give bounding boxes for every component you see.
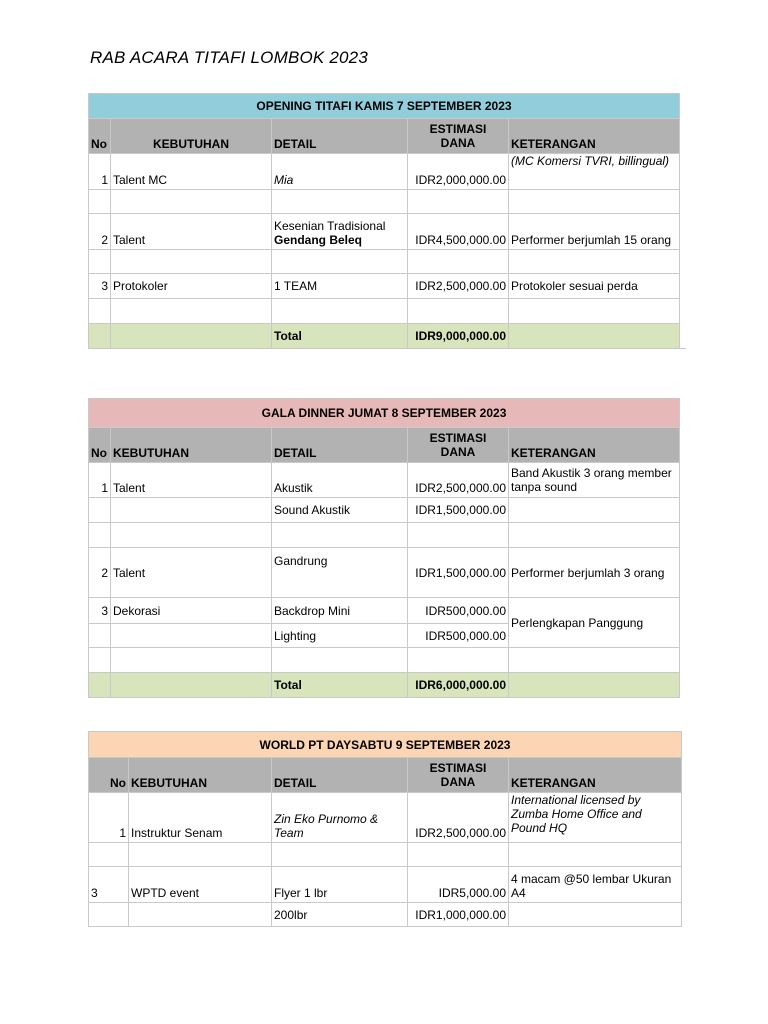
row-keterangan: Perlengkapan Panggung — [509, 598, 680, 648]
row-dana: IDR2,500,000.00 — [408, 463, 509, 498]
table-row — [89, 648, 680, 673]
header-estimasi-dana: ESTIMASI DANA — [408, 428, 509, 463]
row-dana: IDR1,500,000.00 — [408, 548, 509, 598]
row-no: 2 — [89, 214, 111, 250]
row-detail: Sound Akustik — [272, 498, 408, 523]
row-kebutuhan: Dekorasi — [111, 598, 272, 624]
total-amount: IDR9,000,000.00 — [408, 324, 509, 349]
row-kebutuhan: WPTD event — [129, 867, 272, 903]
total-label: Total — [272, 673, 408, 698]
header-estimasi-dana: ESTIMASI DANA — [408, 119, 509, 154]
row-no: 1 — [89, 154, 111, 190]
row-no: 1 — [89, 463, 111, 498]
header-detail: DETAIL — [272, 428, 408, 463]
header-kebutuhan: KEBUTUHAN — [111, 428, 272, 463]
row-dana: IDR1,000,000.00 — [408, 903, 509, 927]
row-dana: IDR2,500,000.00 — [408, 793, 509, 843]
table-row — [89, 214, 680, 250]
opening-budget-table — [88, 93, 680, 349]
total-row — [89, 324, 680, 349]
total-label: Total — [272, 324, 408, 349]
table-row — [89, 190, 680, 214]
header-detail: DETAIL — [272, 758, 408, 793]
table-row — [89, 867, 682, 903]
row-dana: IDR2,000,000.00 — [408, 154, 509, 190]
row-keterangan: Performer berjumlah 15 orang — [509, 214, 680, 250]
section-title: GALA DINNER JUMAT 8 SEPTEMBER 2023 — [89, 399, 680, 428]
total-row — [89, 673, 680, 698]
table-row — [89, 498, 680, 523]
header-estimasi-dana: ESTIMASI DANA — [408, 758, 509, 793]
table-row — [89, 463, 680, 498]
row-detail: Kesenian Tradisional Gendang Beleq — [272, 214, 408, 250]
row-kebutuhan: Instruktur Senam — [129, 793, 272, 843]
row-kebutuhan: Talent — [111, 548, 272, 598]
row-dana: IDR1,500,000.00 — [408, 498, 509, 523]
total-amount: IDR6,000,000.00 — [408, 673, 509, 698]
table-row — [89, 598, 680, 624]
row-no: 1 — [89, 793, 129, 843]
row-dana: IDR500,000.00 — [408, 624, 509, 648]
row-detail: Akustik — [272, 463, 408, 498]
header-detail: DETAIL — [272, 119, 408, 154]
table-row — [89, 523, 680, 548]
row-kebutuhan: Talent MC — [111, 154, 272, 190]
row-keterangan: Protokoler sesuai perda — [509, 274, 680, 299]
row-detail: Mia — [272, 154, 408, 190]
section-title: OPENING TITAFI KAMIS 7 SEPTEMBER 2023 — [89, 94, 680, 119]
row-detail: 200lbr — [272, 903, 408, 927]
row-detail: Zin Eko Purnomo & Team — [272, 793, 408, 843]
header-kebutuhan: KEBUTUHAN — [129, 758, 272, 793]
table-row — [89, 250, 680, 274]
row-dana: IDR2,500,000.00 — [408, 274, 509, 299]
table-row — [89, 903, 682, 927]
table-row — [89, 274, 680, 299]
table-row — [89, 548, 680, 598]
table-row — [89, 154, 680, 190]
row-dana: IDR500,000.00 — [408, 598, 509, 624]
section-title: WORLD PT DAYSABTU 9 SEPTEMBER 2023 — [89, 732, 682, 758]
header-keterangan: KETERANGAN — [509, 758, 682, 793]
row-keterangan: Band Akustik 3 orang member tanpa sound — [509, 463, 680, 498]
row-keterangan: International licensed by Zumba Home Office and Pound HQ — [509, 793, 682, 843]
header-no: No — [89, 119, 111, 154]
row-detail: Flyer 1 lbr — [272, 867, 408, 903]
document-title: RAB ACARA TITAFI LOMBOK 2023 — [90, 48, 368, 67]
row-no: 3 — [89, 598, 111, 624]
row-no: 3 — [89, 274, 111, 299]
row-dana: IDR4,500,000.00 — [408, 214, 509, 250]
row-detail: 1 TEAM — [272, 274, 408, 299]
header-no: No — [89, 428, 111, 463]
table-row — [89, 299, 680, 324]
world-pt-day-budget-table — [88, 731, 682, 927]
header-keterangan: KETERANGAN — [509, 428, 680, 463]
table-row — [89, 843, 682, 867]
row-keterangan: 4 macam @50 lembar Ukuran A4 — [509, 867, 682, 903]
gala-dinner-budget-table — [88, 398, 680, 698]
row-kebutuhan: Talent — [111, 463, 272, 498]
header-no: No — [89, 758, 129, 793]
row-keterangan: (MC Komersi TVRI, billingual) — [509, 154, 680, 190]
header-keterangan: KETERANGAN — [509, 119, 680, 154]
table-row — [89, 793, 682, 843]
row-detail: Backdrop Mini — [272, 598, 408, 624]
row-detail: Gandrung — [272, 548, 408, 598]
row-kebutuhan: Protokoler — [111, 274, 272, 299]
row-keterangan: Performer berjumlah 3 orang — [509, 548, 680, 598]
row-kebutuhan: Talent — [111, 214, 272, 250]
row-no: 3 — [89, 867, 129, 903]
row-no: 2 — [89, 548, 111, 598]
divider — [679, 348, 686, 349]
row-dana: IDR5,000.00 — [408, 867, 509, 903]
header-kebutuhan: KEBUTUHAN — [111, 119, 272, 154]
row-detail: Lighting — [272, 624, 408, 648]
